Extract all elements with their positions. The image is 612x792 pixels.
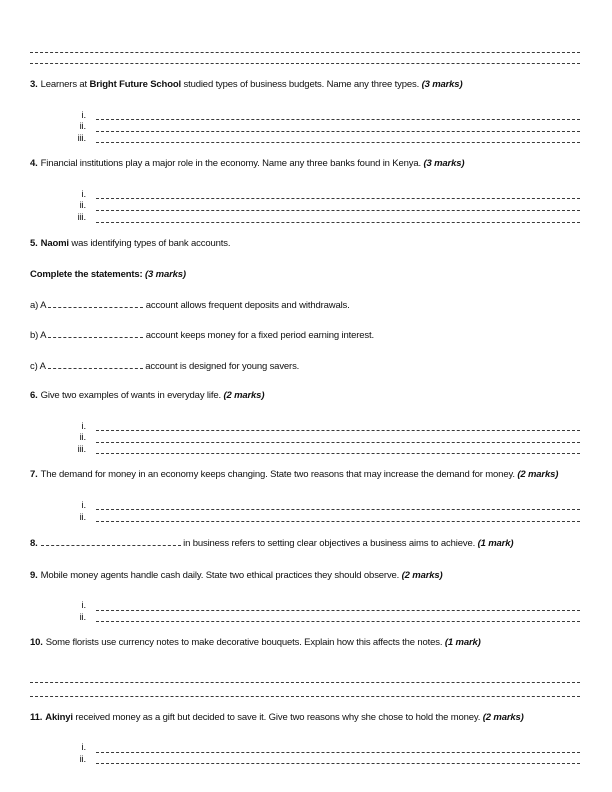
roman-numeral-label: i. — [81, 499, 86, 511]
question-text — [30, 299, 580, 312]
question-text — [30, 570, 580, 582]
answer-line — [96, 117, 580, 120]
question-5 — [30, 238, 580, 250]
answer-item-list — [54, 420, 580, 455]
statement-line — [30, 360, 580, 373]
answer-line — [30, 53, 580, 64]
roman-numeral-label: iii. — [77, 443, 86, 455]
answer-line — [96, 140, 580, 143]
marks-label: (1 mark) — [477, 538, 514, 550]
roman-numeral-label: i. — [81, 742, 86, 754]
question-6 — [30, 390, 580, 454]
roman-numeral-label: i. — [81, 600, 86, 612]
answer-item-list — [54, 109, 580, 144]
question-text — [30, 79, 580, 91]
section-heading — [30, 269, 580, 281]
question-text-segment: Naomi — [40, 237, 69, 249]
marks-label: (3 marks) — [421, 79, 463, 90]
answer-item-row — [54, 499, 580, 511]
answer-item-list — [54, 188, 580, 223]
roman-numeral-label: iii. — [77, 132, 86, 144]
question-text — [30, 360, 580, 373]
question-text-segment: Akinyi — [45, 711, 73, 723]
answer-item-row — [54, 211, 580, 223]
answer-item-row — [54, 510, 580, 522]
question-text — [30, 238, 580, 250]
answer-line — [96, 619, 580, 622]
marks-label: (2 marks) — [401, 569, 443, 581]
question-number: 3. — [30, 79, 38, 90]
answer-line — [96, 428, 580, 431]
question-3 — [30, 79, 580, 143]
question-number: 10. — [30, 637, 43, 649]
question-text-segment: in business refers to setting clear objectives a business aims to achieve. — [180, 538, 478, 550]
fill-in-blank — [48, 299, 143, 308]
statement-line — [30, 329, 580, 342]
question-text-segment: Complete the statements: — [30, 269, 146, 281]
marks-label: (3 marks) — [145, 269, 186, 281]
roman-numeral-label: ii. — [79, 121, 86, 133]
answer-line — [96, 761, 580, 764]
roman-numeral-label: ii. — [79, 611, 86, 623]
question-10-answer-lines — [30, 669, 580, 697]
answer-line — [96, 220, 580, 223]
question-9 — [30, 570, 580, 623]
answer-item-list — [54, 599, 580, 622]
answer-line — [30, 669, 580, 683]
fill-in-blank — [48, 360, 143, 369]
marks-label: (2 marks) — [482, 711, 524, 723]
question-8 — [30, 537, 580, 550]
answer-line — [96, 208, 580, 211]
question-text-segment: Learners at — [40, 79, 90, 90]
answer-line — [96, 129, 580, 132]
question-11 — [30, 712, 580, 765]
question-text — [30, 537, 580, 550]
answer-line — [96, 507, 580, 510]
roman-numeral-label: ii. — [79, 753, 86, 765]
question-text-segment: a) A — [30, 299, 49, 311]
question-text-segment: account is designed for young savers. — [142, 360, 300, 372]
question-number: 4. — [30, 158, 38, 170]
answer-line — [96, 608, 580, 611]
answer-item-row — [54, 741, 580, 753]
question-text — [30, 329, 580, 342]
question-text-segment: Some florists use currency notes to make decorative bouquets. Explain how this affects the notes. — [45, 637, 445, 649]
question-text-segment: was identifying types of bank accounts. — [68, 237, 231, 249]
question-4 — [30, 158, 580, 222]
roman-numeral-label: i. — [81, 420, 86, 432]
answer-item-list — [54, 741, 580, 764]
fill-in-blank — [41, 537, 181, 546]
answer-item-row — [54, 109, 580, 121]
roman-numeral-label: ii. — [79, 511, 86, 523]
answer-line — [96, 451, 580, 454]
question-10 — [30, 637, 580, 649]
answer-line — [30, 683, 580, 697]
question-number: 7. — [30, 469, 38, 481]
question-text-segment: Bright Future School — [89, 79, 181, 90]
fill-in-blank — [48, 329, 143, 338]
marks-label: (2 marks) — [517, 469, 559, 481]
question-text — [30, 158, 580, 170]
question-text — [30, 469, 580, 481]
answer-line — [30, 42, 580, 53]
question-text — [30, 390, 580, 402]
roman-numeral-label: i. — [81, 109, 86, 121]
answer-item-list — [54, 499, 580, 522]
question-number: 9. — [30, 569, 38, 581]
question-text-segment: c) A — [30, 360, 48, 372]
marks-label: (2 marks) — [223, 390, 265, 402]
answer-item-row — [54, 753, 580, 765]
questions-container — [30, 42, 580, 764]
roman-numeral-label: ii. — [79, 200, 86, 212]
question-text — [30, 712, 580, 724]
answer-item-row — [54, 132, 580, 144]
answer-item-row — [54, 599, 580, 611]
question-7 — [30, 469, 580, 522]
question-text-segment: b) A — [30, 330, 49, 342]
question-text-segment: account keeps money for a fixed period earning interest. — [143, 330, 374, 342]
answer-item-row — [54, 611, 580, 623]
question-number: 11. — [30, 711, 43, 723]
marks-label: (3 marks) — [423, 158, 465, 170]
answer-item-row — [54, 443, 580, 455]
question-text-segment: account allows frequent deposits and withdrawals. — [143, 299, 350, 311]
question-text-segment: Financial institutions play a major role in the economy. Name any three banks found in Kenya. — [40, 158, 424, 170]
answer-item-row — [54, 188, 580, 200]
question-number: 6. — [30, 390, 38, 402]
answer-item-row — [54, 120, 580, 132]
answer-item-row — [54, 199, 580, 211]
answer-item-row — [54, 420, 580, 432]
question-text-segment: The demand for money in an economy keeps changing. State two reasons that may increase the demand for money. — [40, 469, 518, 481]
roman-numeral-label: i. — [81, 188, 86, 200]
question-number: 5. — [30, 237, 38, 249]
question-number: 8. — [30, 538, 38, 550]
statement-line — [30, 299, 580, 312]
roman-numeral-label: ii. — [79, 432, 86, 444]
question-text-segment: studied types of business budgets. Name any three types. — [181, 79, 422, 90]
answer-item-row — [54, 431, 580, 443]
question-text — [30, 269, 580, 281]
question-text-segment: received money as a gift but decided to save it. Give two reasons why she chose to hold the money. — [72, 711, 483, 723]
top-answer-lines — [30, 42, 580, 64]
roman-numeral-label: iii. — [77, 212, 86, 224]
question-text-segment: Give two examples of wants in everyday life. — [40, 390, 224, 402]
question-text — [30, 637, 580, 649]
answer-line — [96, 440, 580, 443]
answer-line — [96, 519, 580, 522]
question-text-segment: Mobile money agents handle cash daily. State two ethical practices they should observe. — [40, 569, 402, 581]
answer-line — [96, 196, 580, 199]
answer-line — [96, 750, 580, 753]
marks-label: (1 mark) — [444, 637, 481, 649]
